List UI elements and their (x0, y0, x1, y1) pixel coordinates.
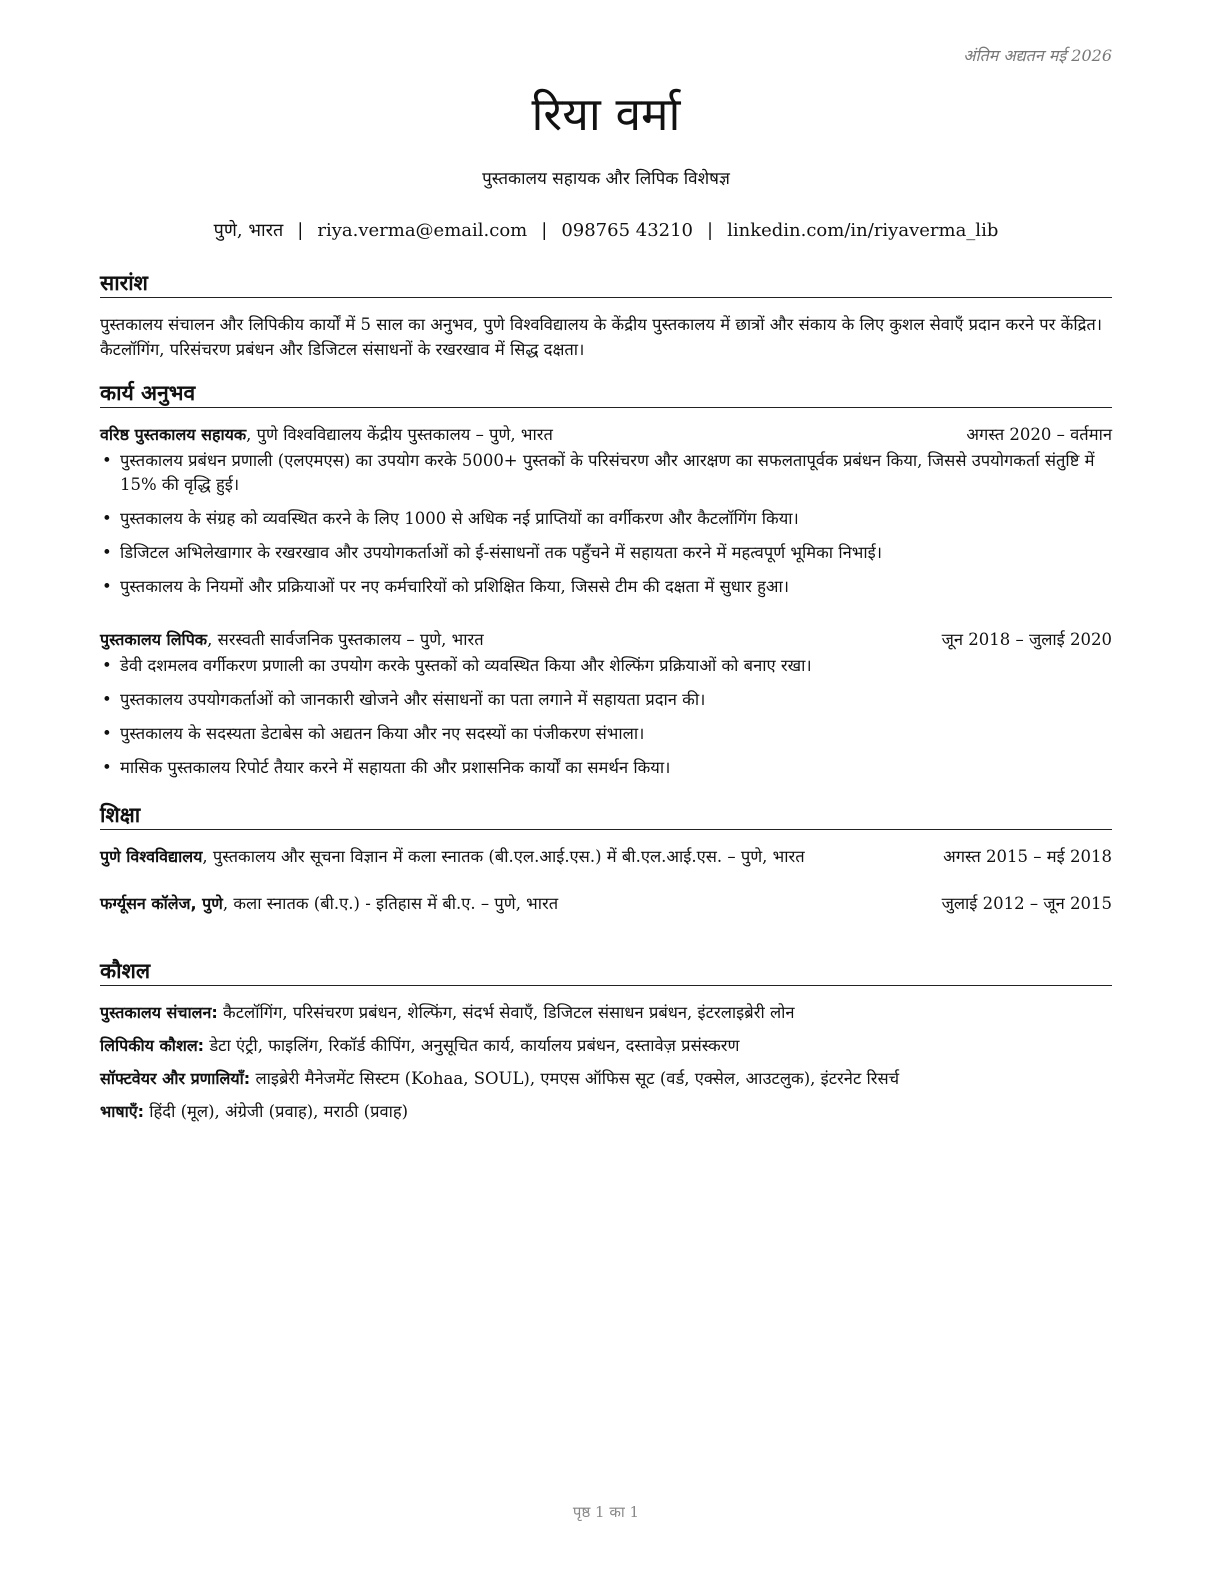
summary-section (100, 270, 1112, 362)
job-bullets (100, 449, 1112, 599)
contact-location: पुणे, भारत (213, 220, 284, 241)
contact-separator: | (541, 220, 548, 241)
job-header (100, 627, 1112, 652)
section-title: कार्य अनुभव (100, 380, 1112, 408)
summary-text: पुस्तकालय संचालन और लिपिकीय कार्यों में 5 साल का अनुभव, पुणे विश्वविद्यालय के केंद्रीय पुस्तकालय में छात्रों और संकाय के लिए कुशल सेवाएँ प्रदान करने पर केंद्रित। कैटलॉगिंग, परिसंचरण प्रबंधन और डिजिटल संसाधनों के रखरखाव में सिद्ध दक्षता। (100, 315, 1103, 359)
bullet-icon: • (102, 509, 112, 528)
skill-value: कैटलॉगिंग, परिसंचरण प्रबंधन, शेल्फिंग, संदर्भ सेवाएँ, डिजिटल संसाधन प्रबंधन, इंटरलाइब्रेरी लोन (217, 1003, 795, 1022)
experience-section (100, 380, 1112, 790)
headline: पुस्तकालय सहायक और लिपिक विशेषज्ञ (482, 169, 730, 189)
bullet-item: • डिजिटल अभिलेखागार के रखरखाव और उपयोगकर्ताओं को ई-संसाधनों तक पहुँचने में सहायता करने में महत्वपूर्ण भूमिका निभाई। (100, 541, 1112, 565)
degree-detail: , पुस्तकालय और सूचना विज्ञान में कला स्नातक (बी.एल.आई.एस.) में बी.एल.आई.एस. – पुणे, भारत (202, 847, 805, 866)
contact-line (100, 219, 1112, 243)
job-entry (100, 627, 1112, 780)
skill-row (100, 1066, 1112, 1091)
skill-label: लिपिकीय कौशल: (100, 1036, 205, 1055)
education-dates: जुलाई 2012 – जून 2015 (941, 894, 1112, 913)
bullet-icon: • (102, 543, 112, 562)
skill-label: सॉफ्टवेयर और प्रणालियाँ: (100, 1069, 251, 1088)
bullet-icon: • (102, 724, 112, 743)
bullet-icon: • (102, 656, 112, 675)
job-org: , सरस्वती सार्वजनिक पुस्तकालय – पुणे, भारत (207, 630, 484, 649)
page-number: पृष्ठ 1 का 1 (572, 1503, 640, 1521)
contact-separator: | (297, 220, 304, 241)
school-name: फर्ग्यूसन कॉलेज, पुणे (100, 894, 223, 913)
bullet-icon: • (102, 758, 112, 777)
bullet-item: • पुस्तकालय के नियमों और प्रक्रियाओं पर नए कर्मचारियों को प्रशिक्षित किया, जिससे टीम की दक्षता में सुधार हुआ। (100, 575, 1112, 599)
skill-value: हिंदी (मूल), अंग्रेजी (प्रवाह), मराठी (प्रवाह) (144, 1102, 409, 1121)
candidate-name: रिया वर्मा (531, 87, 681, 141)
job-role: वरिष्ठ पुस्तकालय सहायक (100, 425, 247, 444)
education-entry (100, 844, 1112, 869)
contact-email[interactable]: riya.verma@email.com (317, 220, 528, 241)
bullet-item: • मासिक पुस्तकालय रिपोर्ट तैयार करने में सहायता की और प्रशासनिक कार्यों का समर्थन किया। (100, 756, 1112, 780)
skill-row (100, 1000, 1112, 1025)
bullet-icon: • (102, 690, 112, 709)
bullet-item: • डेवी दशमलव वर्गीकरण प्रणाली का उपयोग करके पुस्तकों को व्यवस्थित किया और शेल्फिंग प्रक्रियाओं को बनाए रखा। (100, 654, 1112, 678)
contact-separator: | (707, 220, 714, 241)
job-header (100, 422, 1112, 447)
degree-detail: , कला स्नातक (बी.ए.) - इतिहास में बी.ए. – पुणे, भारत (222, 894, 559, 913)
education-entry (100, 891, 1112, 916)
job-dates: अगस्त 2020 – वर्तमान (966, 425, 1112, 444)
job-role: पुस्तकालय लिपिक (100, 630, 208, 649)
bullet-item: • पुस्तकालय के संग्रह को व्यवस्थित करने के लिए 1000 से अधिक नई प्राप्तियों का वर्गीकरण और कैटलॉगिंग किया। (100, 507, 1112, 531)
bullet-icon: • (102, 577, 112, 596)
bullet-item: • पुस्तकालय उपयोगकर्ताओं को जानकारी खोजने और संसाधनों का पता लगाने में सहायता प्रदान की। (100, 688, 1112, 712)
job-org: , पुणे विश्वविद्यालय केंद्रीय पुस्तकालय – पुणे, भारत (246, 425, 553, 444)
last-updated: अंतिम अद्यतन मई 2026 (963, 46, 1112, 65)
skill-row (100, 1033, 1112, 1058)
job-entry (100, 422, 1112, 599)
skills-list (100, 1000, 1112, 1124)
job-dates: जून 2018 – जुलाई 2020 (941, 630, 1112, 649)
skill-value: लाइब्रेरी मैनेजमेंट सिस्टम (Kohaa, SOUL), एमएस ऑफिस सूट (वर्ड, एक्सेल, आउटलुक), इंटरनेट रिसर्च (250, 1069, 900, 1088)
education-section (100, 802, 1112, 916)
job-bullets (100, 654, 1112, 780)
section-title: सारांश (100, 270, 1112, 298)
skill-label: पुस्तकालय संचालन: (100, 1003, 218, 1022)
section-title: शिक्षा (100, 802, 1112, 830)
skill-label: भाषाएँ: (100, 1102, 145, 1121)
contact-phone: 098765 43210 (561, 220, 694, 241)
school-name: पुणे विश्वविद्यालय (100, 847, 203, 866)
section-title: कौशल (100, 958, 1112, 986)
bullet-icon: • (102, 451, 112, 470)
skill-value: डेटा एंट्री, फाइलिंग, रिकॉर्ड कीपिंग, अनुसूचित कार्य, कार्यालय प्रबंधन, दस्तावेज़ प्रसंस्करण (204, 1036, 740, 1055)
skills-section (100, 958, 1112, 1132)
bullet-item: • पुस्तकालय प्रबंधन प्रणाली (एलएमएस) का उपयोग करके 5000+ पुस्तकों के परिसंचरण और आरक्षण का सफलतापूर्वक प्रबंधन किया, जिससे उपयोगकर्ता संतुष्टि में 15% की वृद्धि हुई। (102, 451, 1095, 494)
bullet-item: • पुस्तकालय के सदस्यता डेटाबेस को अद्यतन किया और नए सदस्यों का पंजीकरण संभाला। (100, 722, 1112, 746)
contact-linkedin[interactable]: linkedin.com/in/riyaverma_lib (727, 220, 999, 241)
skill-row (100, 1099, 1112, 1124)
education-dates: अगस्त 2015 – मई 2018 (943, 847, 1112, 866)
resume-page (100, 0, 1112, 1584)
